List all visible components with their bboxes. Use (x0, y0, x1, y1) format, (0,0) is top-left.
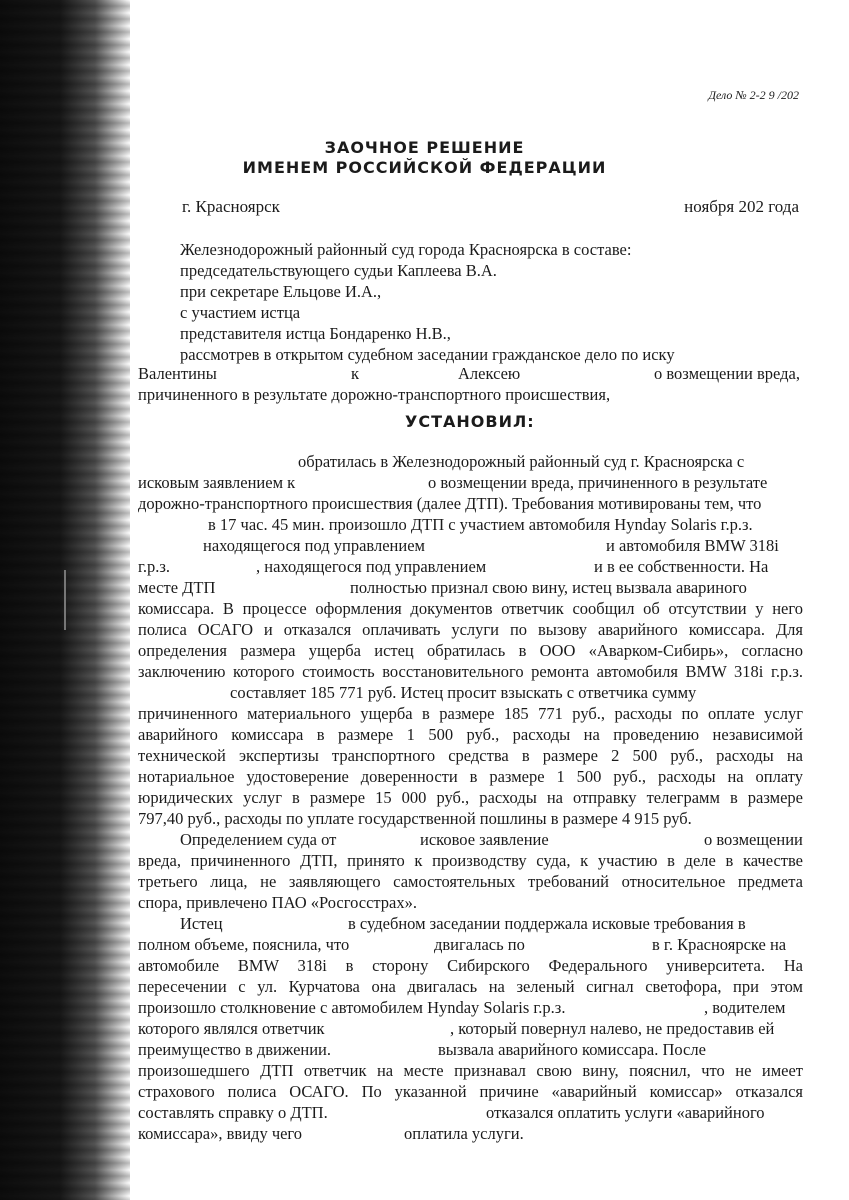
para1-line: технической экспертизы транспортного средства в размере 2 500 руб., расходы на (138, 746, 803, 765)
claim-part: о возмещении вреда, (654, 364, 800, 383)
para1-line: полиса ОСАГО и отказался оплачивать услуги по вызову аварийного комиссара. Для (138, 620, 803, 639)
para2-line: вреда, причиненного ДТП, принято к производству суда, к участию в деле в качестве (138, 851, 803, 870)
para3-part: , который повернул налево, не предоставив ей (450, 1019, 775, 1038)
para1-line: дорожно-транспортного происшествия (далее ДТП). Требования мотивированы тем, что (138, 494, 762, 513)
para3-line: автомобиле BMW 318i в сторону Сибирского Федерального университета. На (138, 956, 803, 975)
case-number: Дело № 2-2 9 /202 (708, 88, 799, 102)
para1-line: в 17 час. 45 мин. произошло ДТП с участием автомобиля Hynday Solaris г.р.з. (208, 515, 753, 534)
para2-line: спора, привлечено ПАО «Росгосстрах». (138, 893, 418, 912)
para1-line: нотариальное удостоверение доверенности в размере 1 500 руб., расходы на оплату (138, 767, 803, 786)
para3-line: страхового полиса ОСАГО. По указанной причине «аварийный комиссар» отказался (138, 1082, 803, 1101)
claim-part: Валентины (138, 364, 217, 383)
scan-mark (64, 570, 66, 630)
para2-part: Определением суда от (180, 830, 337, 849)
para2-line: третьего лица, не заявляющего самостоятельных требований относительное предмета (138, 872, 803, 891)
para3-part: составлять справку о ДТП. (138, 1103, 328, 1122)
para1-line: причиненного материального ущерба в размере 185 771 руб., расходы по оплате услуг (138, 704, 803, 723)
para1-line: 797,40 руб., расходы по уплате государственной пошлины в размере 4 915 руб. (138, 809, 692, 828)
para3-part: произошло столкновение с автомобилем Hynday Solaris г.р.з. (138, 998, 566, 1017)
document-subtitle: ИМЕНЕМ РОССИЙСКОЙ ФЕДЕРАЦИИ (242, 158, 607, 177)
para3-part: преимущество в движении. (138, 1040, 332, 1059)
para3-part: комиссара», ввиду чего (138, 1124, 303, 1143)
para3-part: Истец (180, 914, 223, 933)
document-title: ЗАОЧНОЕ РЕШЕНИЕ (324, 138, 525, 157)
para1-part: полностью признал свою вину, истец вызвала авариного (350, 578, 747, 597)
section-heading: УСТАНОВИЛ: (405, 412, 535, 431)
para1-line: комиссара. В процессе оформления документов ответчик сообщил об отсутствии у него (138, 599, 803, 618)
intro-line: при секретаре Ельцове И.А., (180, 282, 382, 301)
intro-line: с участием истца (180, 303, 301, 322)
para1-part: г.р.з. (138, 557, 171, 576)
para1-part: месте ДТП (138, 578, 216, 597)
claim-part: Алексею (458, 364, 521, 383)
para1-line: юридических услуг в размере 15 000 руб., расходы на отправку телеграмм в размере (138, 788, 803, 807)
para3-part: полном объеме, пояснила, что (138, 935, 350, 954)
para3-part: вызвала аварийного комиссара. После (438, 1040, 706, 1059)
para3-line: произошедшего ДТП ответчик на месте признавал свою вину, пояснил, что не имеет (138, 1061, 803, 1080)
intro-line: представителя истца Бондаренко Н.В., (180, 324, 451, 343)
para3-part: двигалась по (434, 935, 525, 954)
para1-part: и в ее собственности. На (594, 557, 769, 576)
para1-line: заключению которого стоимость восстановительного ремонта автомобиля BMW 318i г.р.з. (138, 662, 803, 681)
para1-line: обратилась в Железнодорожный районный суд г. Красноярска с (298, 452, 745, 471)
para1-part: находящегося под управлением (203, 536, 425, 555)
para2-part: исковое заявление (420, 830, 549, 849)
para1-part: и автомобиля BMW 318i (606, 536, 779, 555)
para2-part: о возмещении (704, 830, 803, 849)
date: ноября 202 года (684, 197, 799, 216)
para3-part: которого являлся ответчик (138, 1019, 325, 1038)
claim-part: к (351, 364, 360, 383)
para3-part: в г. Красноярске на (652, 935, 787, 954)
para3-line: пересечении с ул. Курчатова она двигалась на зеленый сигнал светофора, при этом (138, 977, 803, 996)
para3-part: оплатила услуги. (404, 1124, 524, 1143)
para3-part: , водителем (704, 998, 786, 1017)
para3-part: в судебном заседании поддержала исковые требования в (348, 914, 746, 933)
intro-line: председательствующего судьи Каплеева В.А. (180, 261, 497, 280)
para1-part: исковым заявлением к (138, 473, 296, 492)
para1-line: аварийного комиссара в размере 1 500 руб., расходы на проведению независимой (138, 725, 803, 744)
claim-line: причиненного в результате дорожно-транспортного происшествия, (138, 385, 611, 404)
para1-line: определения размера ущерба истец обратилась в ООО «Аварком-Сибирь», согласно (138, 641, 803, 660)
intro-line: Железнодорожный районный суд города Красноярска в составе: (180, 240, 632, 259)
para1-line: составляет 185 771 руб. Истец просит взыскать с ответчика сумму (230, 683, 697, 702)
para1-part: о возмещении вреда, причиненного в результате (428, 473, 768, 492)
city: г. Красноярск (182, 197, 280, 216)
para3-part: отказался оплатить услуги «аварийного (486, 1103, 765, 1122)
para1-part: , находящегося под управлением (256, 557, 487, 576)
intro-line: рассмотрев в открытом судебном заседании гражданское дело по иску (180, 345, 675, 364)
